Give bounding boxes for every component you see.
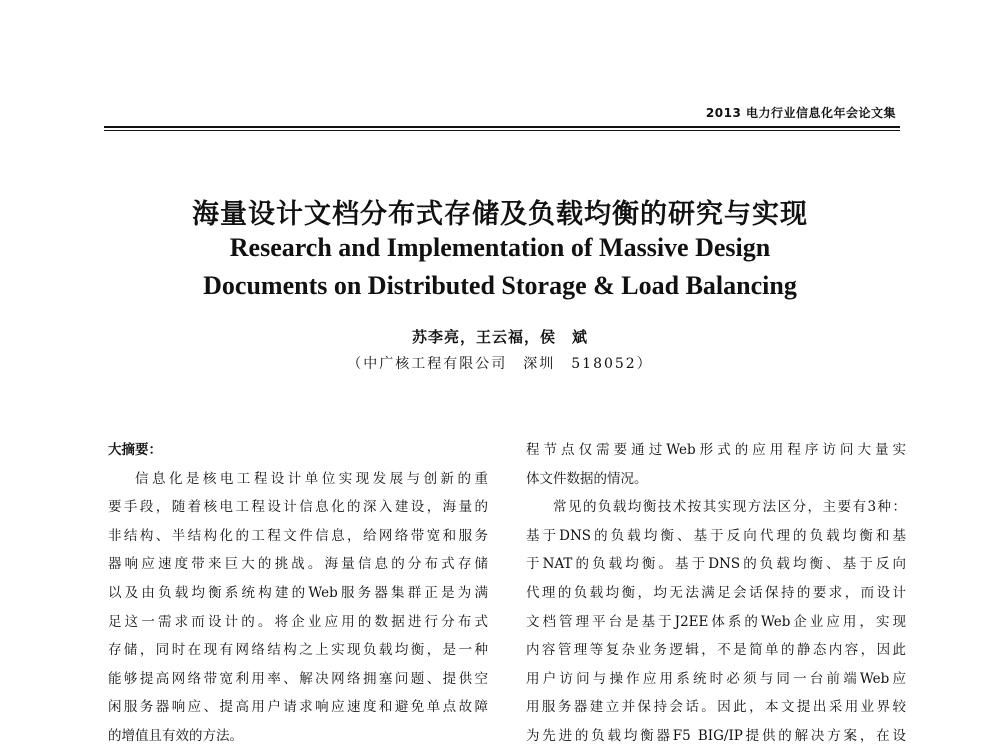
journal-header: 2013 电力行业信息化年会论文集 [705,106,896,120]
header-rule-thin [104,130,900,131]
body-line: 常见的负载均衡技术按其实现方法区分，主要有3种： [553,499,906,516]
body-line: 闲服务器响应、提高用户请求响应速度和避免单点故障 [108,699,488,716]
title-chinese: 海量设计文档分布式存储及负载均衡的研究与实现 [192,199,808,230]
abstract-label: 大摘要： [108,442,162,458]
body-line: 基于DNS的负载均衡、基于反向代理的负载均衡和基 [526,527,906,544]
title-english-line1: Research and Implementation of Massive Design [229,233,771,262]
body-line: 为先进的负载均衡器F5 BIG/IP提供的解决方案，在设 [526,727,906,744]
body-line: 以及由负载均衡系统构建的Web服务器集群正是为满 [108,584,488,601]
body-line: 信息化是核电工程设计单位实现发展与创新的重 [135,470,488,487]
body-line: 用户访问与操作应用系统时必须与同一台前端Web应 [526,670,906,687]
body-line: 用服务器建立并保持会话。因此，本文提出采用业界较 [526,699,906,716]
body-line: 体文件数据的情况。 [526,470,648,487]
body-line: 的增值且有效的方法。 [108,727,243,744]
body-line: 于NAT的负载均衡。基于DNS的负载均衡、基于反向 [526,556,906,573]
body-line: 程节点仅需要通过Web形式的应用程序访问大量实 [526,442,906,458]
body-line: 代理的负载均衡，均无法满足会话保持的要求，而设计 [526,584,906,601]
body-line: 足这一需求而设计的。将企业应用的数据进行分布式 [108,613,488,630]
title-english-line2: Documents on Distributed Storage & Load Balancing [203,271,797,300]
body-line: 能够提高网络带宽利用率、解决网络拥塞问题、提供空 [108,670,488,687]
body-line: 要手段，随着核电工程设计信息化的深入建设，海量的 [108,499,488,516]
left-column [108,436,488,751]
affiliation: （中广核工程有限公司 深圳 518052） [347,356,653,372]
body-line: 非结构、半结构化的工程文件信息，给网络带宽和服务 [108,527,488,544]
body-line: 内容管理等复杂业务逻辑，不是简单的静态内容，因此 [526,642,906,659]
authors: 苏李亮，王云福，侯 斌 [411,328,588,346]
body-line: 文档管理平台是基于J2EE体系的Web企业应用，实现 [526,613,906,630]
body-line: 存储，同时在现有网络结构之上实现负载均衡，是一种 [108,642,488,659]
header-rule-thick [104,126,900,128]
right-column [526,436,906,751]
body-line: 器响应速度带来巨大的挑战。海量信息的分布式存储 [108,556,488,573]
